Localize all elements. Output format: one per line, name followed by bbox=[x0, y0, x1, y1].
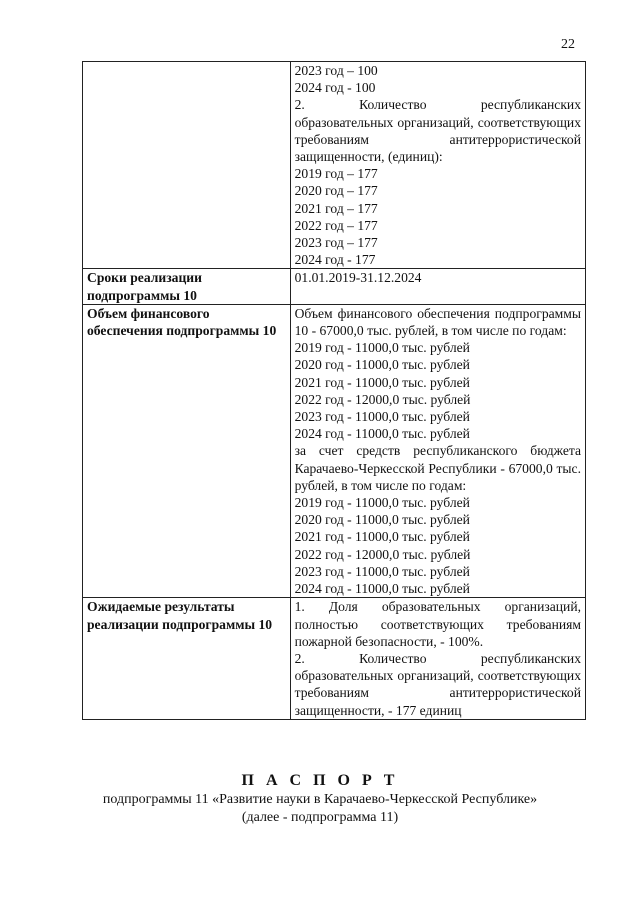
year-line: 2020 год - 11000,0 тыс. рублей bbox=[294, 512, 470, 528]
year-line: 2024 год - 11000,0 тыс. рублей bbox=[294, 426, 470, 442]
year-line: 2021 год - 11000,0 тыс. рублей bbox=[294, 374, 470, 390]
year-line: 2024 год - 11000,0 тыс. рублей bbox=[294, 581, 470, 597]
year-line: 2020 год – 177 bbox=[294, 183, 378, 199]
row-value bbox=[290, 62, 585, 269]
row-label bbox=[83, 62, 291, 269]
year-line: 2023 год - 11000,0 тыс. рублей bbox=[294, 563, 470, 579]
indicator-paragraph: 2. Количество республиканских образовательных организаций, соответствующих требованиям антитеррористической защищенности, (единиц): bbox=[294, 97, 581, 165]
funding-paragraph: Объем финансового обеспечения подпрограммы 10 - 67000,0 тыс. рублей, в том числе по годам: bbox=[294, 305, 581, 339]
table-row bbox=[83, 304, 586, 597]
table-row bbox=[83, 598, 586, 719]
passport-table bbox=[82, 61, 586, 720]
result-paragraph: 1. Доля образовательных организаций, полностью соответствующих требованиям пожарной безопасности, - 100%. bbox=[294, 599, 581, 649]
year-line: 2019 год – 177 bbox=[294, 166, 378, 182]
year-line: 2022 год - 12000,0 тыс. рублей bbox=[294, 391, 471, 407]
year-line: 2024 год - 100 bbox=[294, 80, 376, 96]
year-line: 2019 год - 11000,0 тыс. рублей bbox=[294, 340, 470, 356]
year-line: 2019 год - 11000,0 тыс. рублей bbox=[294, 495, 470, 511]
year-line: 2021 год - 11000,0 тыс. рублей bbox=[294, 529, 470, 545]
page-number: 22 bbox=[561, 37, 575, 52]
year-line: 2020 год - 11000,0 тыс. рублей bbox=[294, 357, 470, 373]
table-row bbox=[83, 269, 586, 304]
section-subtitle: подпрограммы 11 «Развитие науки в Карачаево-Черкесской Республике» bbox=[102, 792, 538, 807]
year-line: 2022 год - 12000,0 тыс. рублей bbox=[294, 546, 471, 562]
year-line: 2023 год - 11000,0 тыс. рублей bbox=[294, 409, 470, 425]
row-value: 01.01.2019-31.12.2024 bbox=[290, 269, 585, 304]
year-line: 2024 год - 177 bbox=[294, 252, 376, 268]
table-row bbox=[83, 62, 586, 269]
section-note: (далее - подпрограмма 11) bbox=[241, 810, 399, 825]
year-line: 2021 год – 177 bbox=[294, 200, 378, 216]
row-label: Сроки реализации подпрограммы 10 bbox=[83, 269, 291, 304]
subprogram-title-block bbox=[0, 771, 640, 827]
funding-paragraph: за счет средств республиканского бюджета Карачаево-Черкесской Республики - 67000,0 тыс. рублей, в том числе по годам: bbox=[294, 443, 581, 493]
section-title: П А С П О Р Т bbox=[241, 772, 399, 789]
year-line: 2023 год – 177 bbox=[294, 235, 378, 251]
result-paragraph: 2. Количество республиканских образовательных организаций, соответствующих требованиям антитеррористической защищенности, - 177 единиц bbox=[294, 650, 581, 718]
row-value bbox=[290, 304, 585, 597]
row-value bbox=[290, 598, 585, 719]
year-line: 2022 год – 177 bbox=[294, 217, 378, 233]
year-line: 2023 год – 100 bbox=[294, 63, 378, 78]
row-label: Ожидаемые результаты реализации подпрограммы 10 bbox=[83, 598, 291, 719]
row-label: Объем финансового обеспечения подпрограммы 10 bbox=[83, 304, 291, 597]
